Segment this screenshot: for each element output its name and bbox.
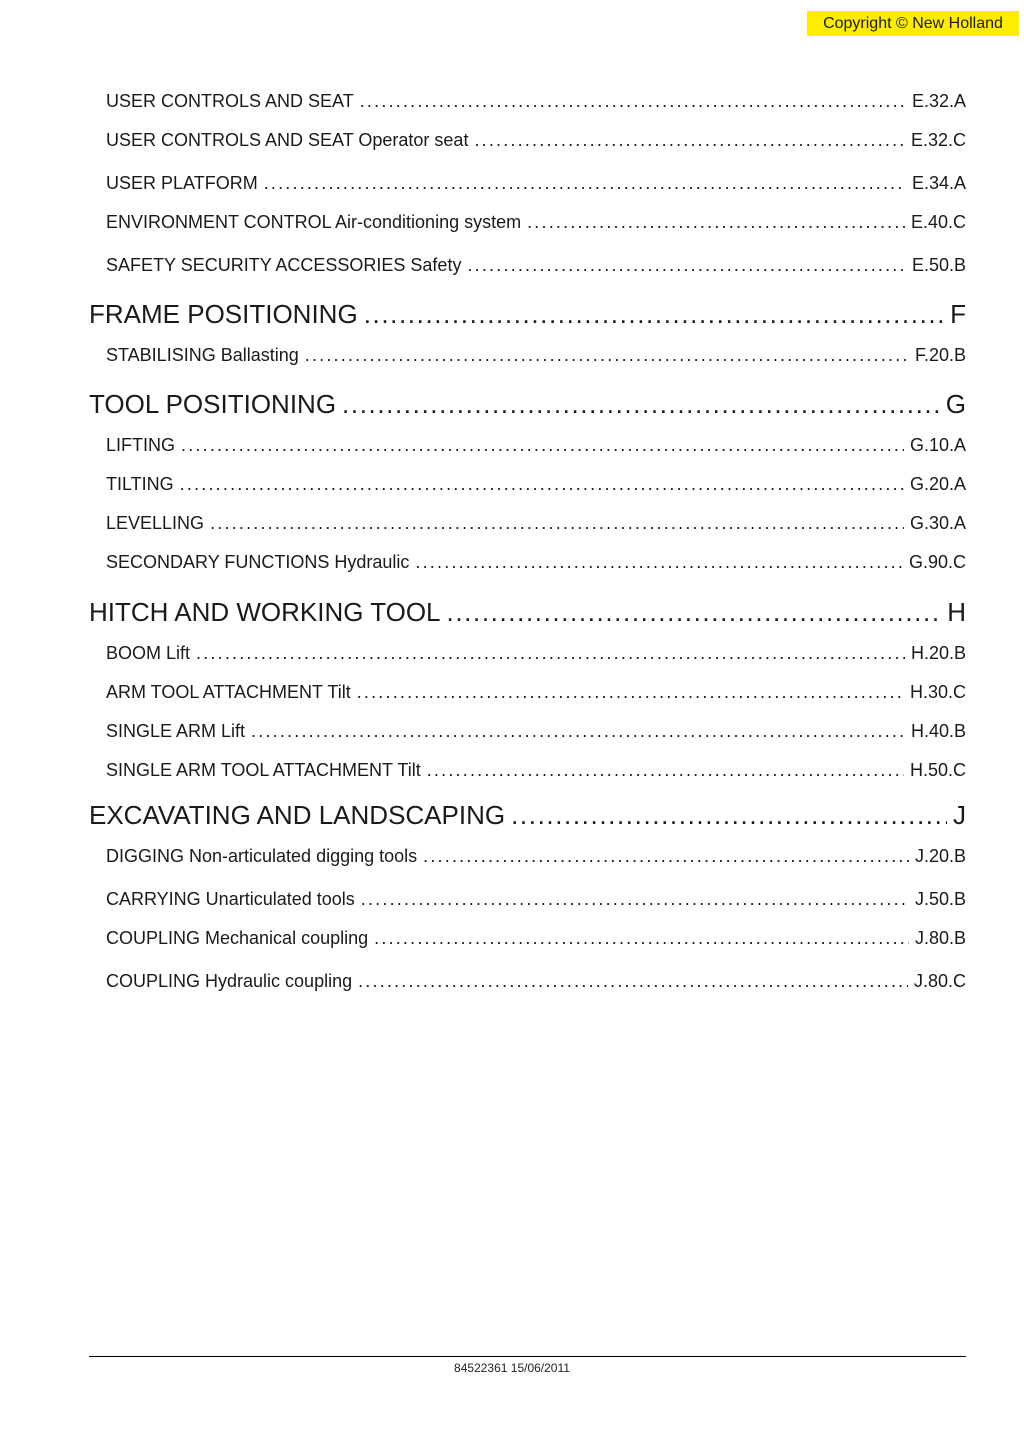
toc-entry-carrying[interactable] — [106, 887, 966, 911]
toc-entry-ref: G.20.A — [909, 474, 966, 494]
toc-leader-dots — [427, 758, 904, 782]
toc-entry-title: ARM TOOL ATTACHMENT Tilt — [106, 682, 351, 702]
toc-entry-digging[interactable] — [106, 844, 966, 868]
toc-entry-tilting[interactable] — [106, 472, 966, 496]
toc-entry-ref: J.80.C — [913, 971, 966, 991]
toc-leader-dots — [447, 595, 942, 629]
toc-entry-hydraulic-coupling[interactable] — [106, 969, 966, 993]
toc-leader-dots — [527, 210, 905, 234]
toc-entry-title: SECONDARY FUNCTIONS Hydraulic — [106, 552, 410, 572]
toc-entry-secondary-functions[interactable] — [106, 550, 966, 574]
toc-leader-dots — [423, 844, 909, 868]
toc-entry-title: LIFTING — [106, 435, 176, 455]
toc-entry-title: SINGLE ARM Lift — [106, 721, 246, 741]
toc-entry-ref: E.40.C — [910, 212, 966, 232]
toc-entry-title: SAFETY SECURITY ACCESSORIES Safety — [106, 255, 462, 275]
toc-leader-dots — [361, 887, 909, 911]
toc-entry-operator-seat[interactable] — [106, 128, 966, 152]
toc-leader-dots — [180, 472, 904, 496]
toc-entry-single-arm-tool-attachment-tilt[interactable] — [106, 758, 966, 782]
toc-section-excavating-and-landscaping[interactable] — [89, 798, 966, 832]
toc-entry-air-conditioning[interactable] — [106, 210, 966, 234]
toc-entry-arm-tool-attachment-tilt[interactable] — [106, 680, 966, 704]
toc-leader-dots — [511, 798, 947, 832]
toc-entry-title: COUPLING Hydraulic coupling — [106, 971, 353, 991]
toc-entry-levelling[interactable] — [106, 511, 966, 535]
toc-entry-title: LEVELLING — [106, 513, 205, 533]
toc-entry-ref: G.10.A — [909, 435, 966, 455]
toc-leader-dots — [474, 128, 905, 152]
toc-leader-dots — [415, 550, 903, 574]
toc-entry-ref: E.32.C — [910, 130, 966, 150]
toc-entry-ref: E.34.A — [911, 173, 966, 193]
toc-leader-dots — [342, 387, 940, 421]
toc-entry-title: STABILISING Ballasting — [106, 345, 299, 365]
toc-entry-title: USER PLATFORM — [106, 173, 258, 193]
toc-section-ref: J — [953, 800, 966, 830]
toc-entry-user-platform[interactable] — [106, 171, 966, 195]
toc-entry-ref: J.20.B — [914, 846, 966, 866]
toc-entry-safety[interactable] — [106, 253, 966, 277]
toc-leader-dots — [210, 511, 904, 535]
toc-entry-boom-lift[interactable] — [106, 641, 966, 665]
toc-section-frame-positioning[interactable] — [89, 297, 966, 331]
toc-entry-title: TILTING — [106, 474, 174, 494]
toc-section-hitch-and-working-tool[interactable] — [89, 595, 966, 629]
toc-entry-ref: J.50.B — [914, 889, 966, 909]
toc-leader-dots — [360, 89, 906, 113]
toc-section-tool-positioning[interactable] — [89, 387, 966, 421]
toc-entry-title: DIGGING Non-articulated digging tools — [106, 846, 418, 866]
toc-entry-mechanical-coupling[interactable] — [106, 926, 966, 950]
toc-entry-ref: E.50.B — [911, 255, 966, 275]
toc-entry-ref: F.20.B — [914, 345, 966, 365]
toc-leader-dots — [305, 343, 909, 367]
toc-entry-ref: G.90.C — [908, 552, 966, 572]
toc-entry-title: USER CONTROLS AND SEAT — [106, 91, 354, 111]
toc-entry-title: SINGLE ARM TOOL ATTACHMENT Tilt — [106, 760, 421, 780]
toc-section-title: HITCH AND WORKING TOOL — [89, 597, 441, 627]
toc-section-title: TOOL POSITIONING — [89, 389, 337, 419]
toc-entry-lifting[interactable] — [106, 433, 966, 457]
toc-leader-dots — [264, 171, 906, 195]
toc-leader-dots — [181, 433, 904, 457]
footer-doc-id-date: 84522361 15/06/2011 — [454, 1361, 570, 1375]
toc-leader-dots — [251, 719, 905, 743]
toc-entry-ref: H.40.B — [910, 721, 966, 741]
toc-entry-ballasting[interactable] — [106, 343, 966, 367]
toc-section-ref: G — [945, 389, 966, 419]
toc-section-ref: H — [947, 597, 966, 627]
toc-entry-ref: E.32.A — [911, 91, 966, 111]
toc-entry-user-controls-and-seat[interactable] — [106, 89, 966, 113]
toc-entry-title: ENVIRONMENT CONTROL Air-conditioning system — [106, 212, 522, 232]
toc-leader-dots — [364, 297, 944, 331]
toc-entry-ref: H.30.C — [909, 682, 966, 702]
toc-entry-title: CARRYING Unarticulated tools — [106, 889, 355, 909]
toc-leader-dots — [358, 969, 908, 993]
toc-entry-ref: H.50.C — [909, 760, 966, 780]
toc-entry-single-arm-lift[interactable] — [106, 719, 966, 743]
toc-leader-dots — [357, 680, 904, 704]
toc-leader-dots — [196, 641, 905, 665]
toc-leader-dots — [374, 926, 909, 950]
toc-entry-ref: G.30.A — [909, 513, 966, 533]
footer-divider — [89, 1356, 966, 1357]
toc-section-title: EXCAVATING AND LANDSCAPING — [89, 800, 506, 830]
toc-section-title: FRAME POSITIONING — [89, 299, 358, 329]
toc-entry-title: COUPLING Mechanical coupling — [106, 928, 369, 948]
toc-section-ref: F — [950, 299, 966, 329]
toc-entry-title: USER CONTROLS AND SEAT Operator seat — [106, 130, 469, 150]
toc-entry-ref: J.80.B — [914, 928, 966, 948]
copyright-banner: Copyright © New Holland — [807, 11, 1019, 36]
toc-entry-title: BOOM Lift — [106, 643, 191, 663]
toc-leader-dots — [467, 253, 906, 277]
toc-entry-ref: H.20.B — [910, 643, 966, 663]
